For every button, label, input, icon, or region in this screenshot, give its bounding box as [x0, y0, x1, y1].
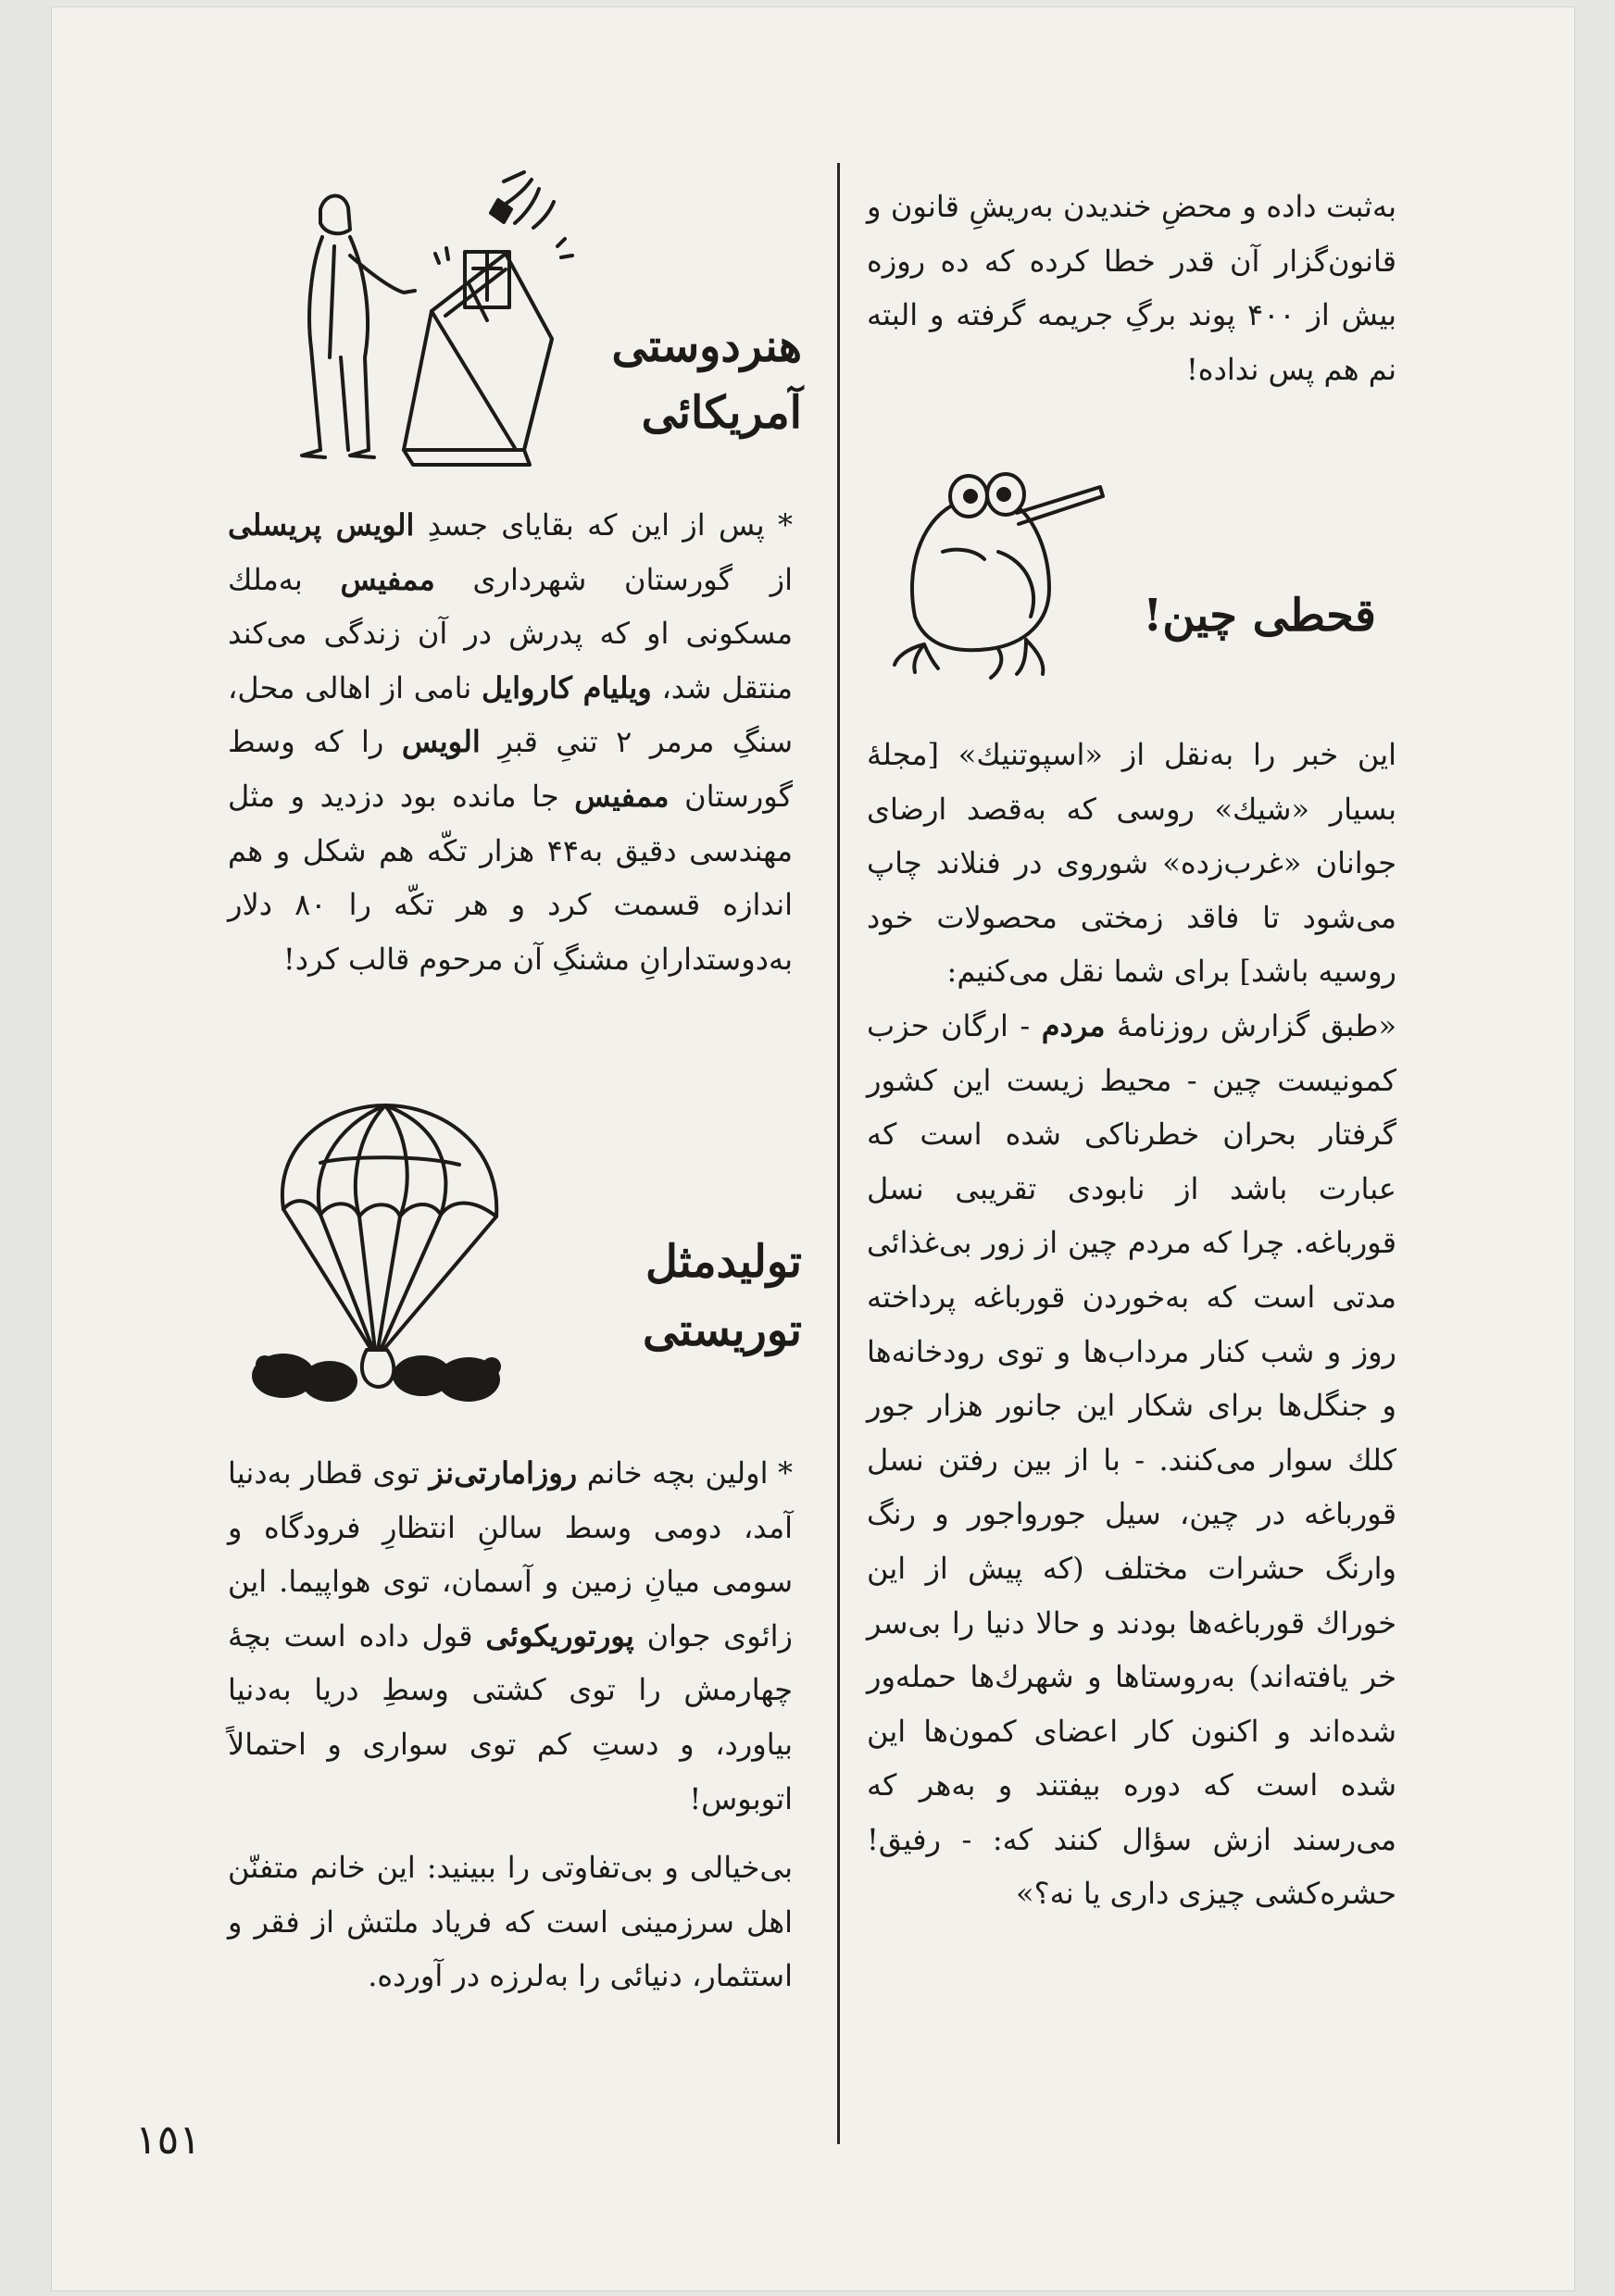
frog-with-knife-icon	[887, 459, 1109, 681]
art-text-2: از گورستان شهرداری	[434, 561, 793, 597]
art-text-4: نامی از اهالی محل، سنگِ مرمر ۲ تنیِ قبرِ	[228, 669, 794, 760]
tour-text-2: توی قطار به‌دنیا آمد، دومی وسط سالنِ انتظارِ فرودگاه و سومی میانِ زمین و آسمان، توی هواپیما. این زائوی جوان	[228, 1455, 793, 1653]
tourism-paragraph-1	[228, 1446, 793, 1826]
art-place-memphis-2: ممفیس	[574, 778, 670, 814]
art-text-1: * پس از این که بقایای جسدِ	[414, 507, 794, 543]
parachute-icon	[246, 1098, 515, 1413]
column-divider	[837, 163, 840, 2144]
art-text-6: جا مانده بود دزدید و مثل مهندسی دقیق به‌۴۴ هزار تکّه هم شکل و هم اندازه قسمت کرد و هر تکّه را ۸۰ دلار به‌دوستدارانِ مشنگِ آن مرحوم قالب کرد!	[228, 778, 794, 977]
china-paragraph-1: این خبر را به‌نقل از «اسپوتنیك» [مجلهٔ بسیار «شیك» روسی که به‌قصد ارضای جوانان «غرب‌زده» شوروی در فنلاند چاپ می‌شود تا فاقد زمختی محصولات خود روسیه باشد] برای شما نقل می‌کنیم:	[867, 737, 1396, 990]
art-text-5: را که وسط گورستان	[228, 724, 794, 814]
art-place-memphis: ممفیس	[340, 561, 435, 597]
tour-text-3: قول داده است بچهٔ چهارمش را توی کشتی وسطِ دریا به‌دنیا بیاورد، و دستِ کم توی سواری و احتمالاً اتوبوس!	[228, 1617, 793, 1816]
intro-paragraph: به‌ثبت داده و محضِ خندیدن به‌ریشِ قانون و قانون‌گزار آن قدر خطا کرده که ده روزه بیش از ۴۰۰ پوند برگِ جریمه گرفته و البته نم هم پس نداده!	[867, 189, 1397, 387]
art-name-elvis-2: الویس	[401, 724, 481, 760]
tour-name-rosa: روزامارتی‌نز	[429, 1455, 578, 1491]
right-column	[867, 180, 1396, 396]
art-name-william: ویلیام کاروایل	[481, 669, 652, 705]
art-text-3: به‌ملك مسکونی او که پدرش در آن زندگی می‌کند منتقل شد،	[228, 561, 794, 705]
art-paragraph	[228, 498, 793, 986]
tour-origin: پورتوریکوئی	[485, 1617, 634, 1653]
china-p2-text-a: «طبق گزارش روزنامهٔ	[1105, 1007, 1397, 1043]
china-paragraph-2	[867, 999, 1396, 1921]
crowd-blob	[252, 1354, 501, 1402]
art-name-elvis: الویس پریسلی	[228, 507, 415, 543]
tour-text-1: * اولین بچه خانم	[577, 1455, 794, 1491]
art-title: هنردوستی آمریکائی	[611, 320, 802, 439]
man-at-coffin-icon	[283, 172, 580, 468]
magazine-page	[52, 7, 1574, 2290]
page-number: ١٥١	[135, 2116, 201, 2164]
tourism-title: تولیدمثل توریستی	[642, 1236, 802, 1356]
china-title: قحطی چین!	[1143, 590, 1376, 642]
tourism-article	[228, 1446, 793, 2003]
tourism-paragraph-2: بی‌خیالی و بی‌تفاوتی را ببینید: این خانم متفنّن اهل سرزمینی است که فریاد ملتش از فقر و استثمار، دنیائی را به‌لرزه در آورده.	[228, 1850, 793, 1994]
art-article	[228, 498, 793, 986]
newspaper-name: مردم	[1041, 1007, 1106, 1043]
china-p2-text-b: - ارگان حزب کمونیست چین - محیط زیست این کشور گرفتار بحران خطرناکی شده است که عبارت باشد از نابودی تقریبی نسل قورباغه. چرا که مردم چین از زور بی‌غذائی مدتی است که به‌خوردن قورباغه پرداخته روز و شب کنار مرداب‌ها و توی رودخانه‌ها و جنگل‌ها برای شکار این جانور هزار جور کلك سوار می‌کنند. - با از بین رفتن نسل قورباغه در چین، سیل جورواجور و رنگ وارنگ حشرات مختلف (که پیش از این خوراك قورباغه‌ها بودند و حالا دنیا را بی‌سر خر یافته‌اند) به‌روستاها و شهرك‌ها حمله‌ور شده‌اند و اکنون کار اعضای کمون‌ها این شده است که دوره بیفتند و به‌هر که می‌رسند ازش سؤال کنند که: - رفیق! حشره‌کشی چیزی داری یا نه؟»	[867, 1007, 1396, 1912]
china-article	[867, 728, 1396, 1921]
